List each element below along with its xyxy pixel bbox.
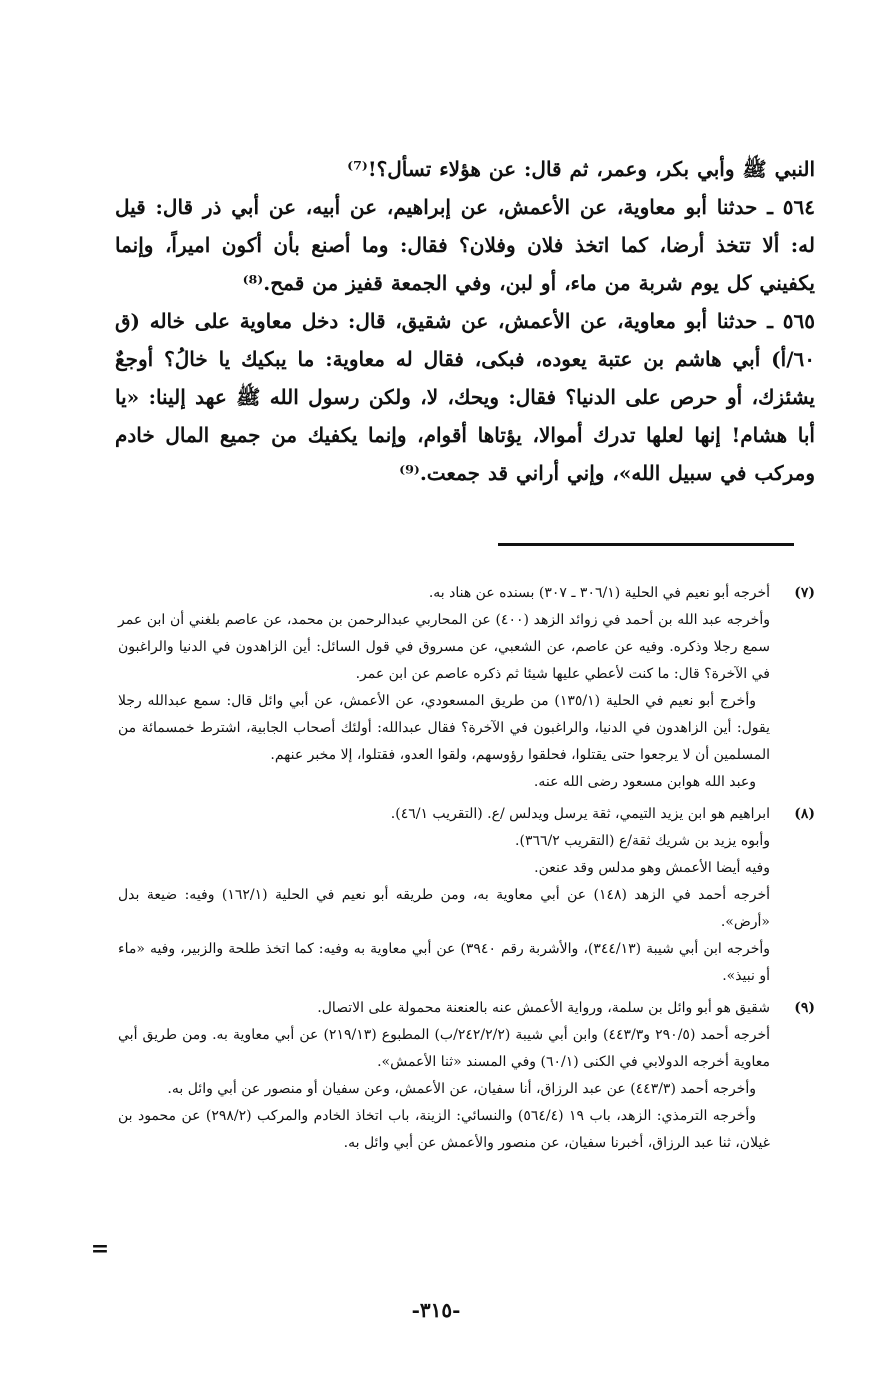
footnote — [118, 801, 815, 990]
footnote-paragraph: وأخرجه ابن أبي شيبة (٣٤٤/١٣)، والأشربة رقم ٣٩٤٠) عن أبي معاوية به وفيه: كما اتخذ طلحة والزبير، وفيه «ماء أو نبيذ». — [118, 941, 771, 984]
footnote-paragraph: وعبد الله هوابن مسعود رضى الله عنه. — [533, 774, 756, 790]
main-paragraph: ٥٦٥ ـ حدثنا أبو معاوية، عن الأعمش، عن شقيق، قال: دخل معاوية على خاله (ق ٦٠/أ) أبي هاشم بن عتبة يعوده، فبكى، فقال له معاوية: ما يبكيك يا خالُ؟ أوجعٌ يشئزك، أو حرص على الدنيا؟ فقال: ويحك، لا، ولكن رسول الله ﷺ عهد إلينا: «يا أبا هشام! إنها لعلها تدرك أموالا، يؤتاها أقوام، وإنما يكفيك من جميع المال خادم ومركب في سبيل الله»، وإني أراني قد جمعت.⁽⁹⁾ — [115, 309, 815, 485]
main-text — [115, 150, 815, 492]
footnote-paragraph: وأخرج أبو نعيم في الحلية (١٣٥/١) من طريق المسعودي، عن الأعمش، عن أبي وائل قال: سمع عبدالله رجلا يقول: أين الزاهدون في الدنيا، والراغبون في الآخرة؟ فقال عبدالله: أولئك أصحاب الجابية، اشترط خمسمائة من المسلمين أن لا يرجعوا حتى يقتلوا، فحلقوا رؤوسهم، ولقوا العدو، فقتلوا، إلا مخبر عنهم. — [118, 693, 770, 763]
footnote-paragraph: أخرجه أحمد في الزهد (١٤٨) عن أبي معاوية به، ومن طريقه أبو نعيم في الحلية (١٦٢/١) وفيه: ضيعة بدل «أرض». — [118, 887, 770, 930]
page-number: -٣١٥- — [411, 1298, 461, 1322]
footnote-paragraph: شقيق هو أبو وائل بن سلمة، ورواية الأعمش عنه بالعنعنة محمولة على الاتصال. — [317, 1000, 770, 1016]
footnote-paragraph: أخرجه أحمد (٢٩٠/٥ و٤٤٣/٣) وابن أبي شيبة (٢٤٢/٢/٢/ب) المطبوع (٢١٩/١٣) عن أبي معاوية به. ومن طريق أبي معاوية أخرجه الدولابي في الكنى (٦٠/١) وفي المسند «ثنا الأعمش». — [118, 1027, 770, 1070]
continuation-mark: = — [90, 1236, 110, 1262]
footnote-paragraph: وأبوه يزيد بن شريك ثقة/ع (التقريب ٣٦٦/٢). — [515, 833, 770, 849]
main-paragraph: النبي ﷺ وأبي بكر، وعمر، ثم قال: عن هؤلاء تسأل؟!⁽⁷⁾ — [347, 157, 815, 181]
footnote-body — [118, 995, 770, 1157]
footnotes — [118, 580, 815, 1162]
footnote-body — [118, 801, 770, 990]
footnote-number: (٨) — [794, 806, 815, 822]
footnote-body — [118, 580, 770, 796]
footnote-number: (٧) — [794, 585, 815, 601]
footnote-paragraph: ابراهيم هو ابن يزيد التيمي، ثقة يرسل ويدلس /ع. (التقريب ٤٦/١). — [390, 806, 770, 822]
footnote-separator — [498, 543, 794, 546]
main-paragraph: ٥٦٤ ـ حدثنا أبو معاوية، عن الأعمش، عن إبراهيم، عن أبيه، عن أبي ذر قال: قيل له: ألا تتخذ أرضا، كما اتخذ فلان وفلان؟ فقال: وما أصنع بأن أكون اميراً، وإنما يكفيني كل يوم شربة من ماء، أو لبن، وفي الجمعة قفيز من قمح.⁽⁸⁾ — [115, 195, 815, 295]
footnote-paragraph: وأخرجه أحمد (٤٤٣/٣) عن عبد الرزاق، أنا سفيان، عن الأعمش، وعن سفيان أو منصور عن أبي وائل به. — [167, 1081, 756, 1097]
footnote-paragraph: وأخرجه الترمذي: الزهد، باب ١٩ (٥٦٤/٤) والنسائي: الزينة، باب اتخاذ الخادم والمركب (٢٩٨/٢) عن محمود بن غيلان، ثنا عبد الرزاق، أخبرنا سفيان، عن منصور والأعمش عن أبي وائل به. — [118, 1108, 770, 1151]
footnote — [118, 580, 815, 796]
footnote-paragraph: أخرجه أبو نعيم في الحلية (٣٠٦/١ ـ ٣٠٧) بسنده عن هناد به. — [428, 585, 770, 601]
footnote-number: (٩) — [794, 1000, 815, 1016]
footnote — [118, 995, 815, 1157]
footnote-paragraph: وأخرجه عبد الله بن أحمد في زوائد الزهد (٤٠٠) عن المحاربي عبدالرحمن بن محمد، عن عاصم بلغني أن ابن عمر سمع رجلا وذكره. وفيه عن عاصم، عن الشعبي، عن مسروق في قول السائل: أين الزاهدون في الدنيا والراغبون في الآخرة؟ قال: ما كنت لأعطي عليها شيئا ثم ذكره عاصم عن ابن عمر. — [118, 612, 771, 682]
footnote-paragraph: وفيه أيضا الأعمش وهو مدلس وقد عنعن. — [534, 860, 770, 876]
